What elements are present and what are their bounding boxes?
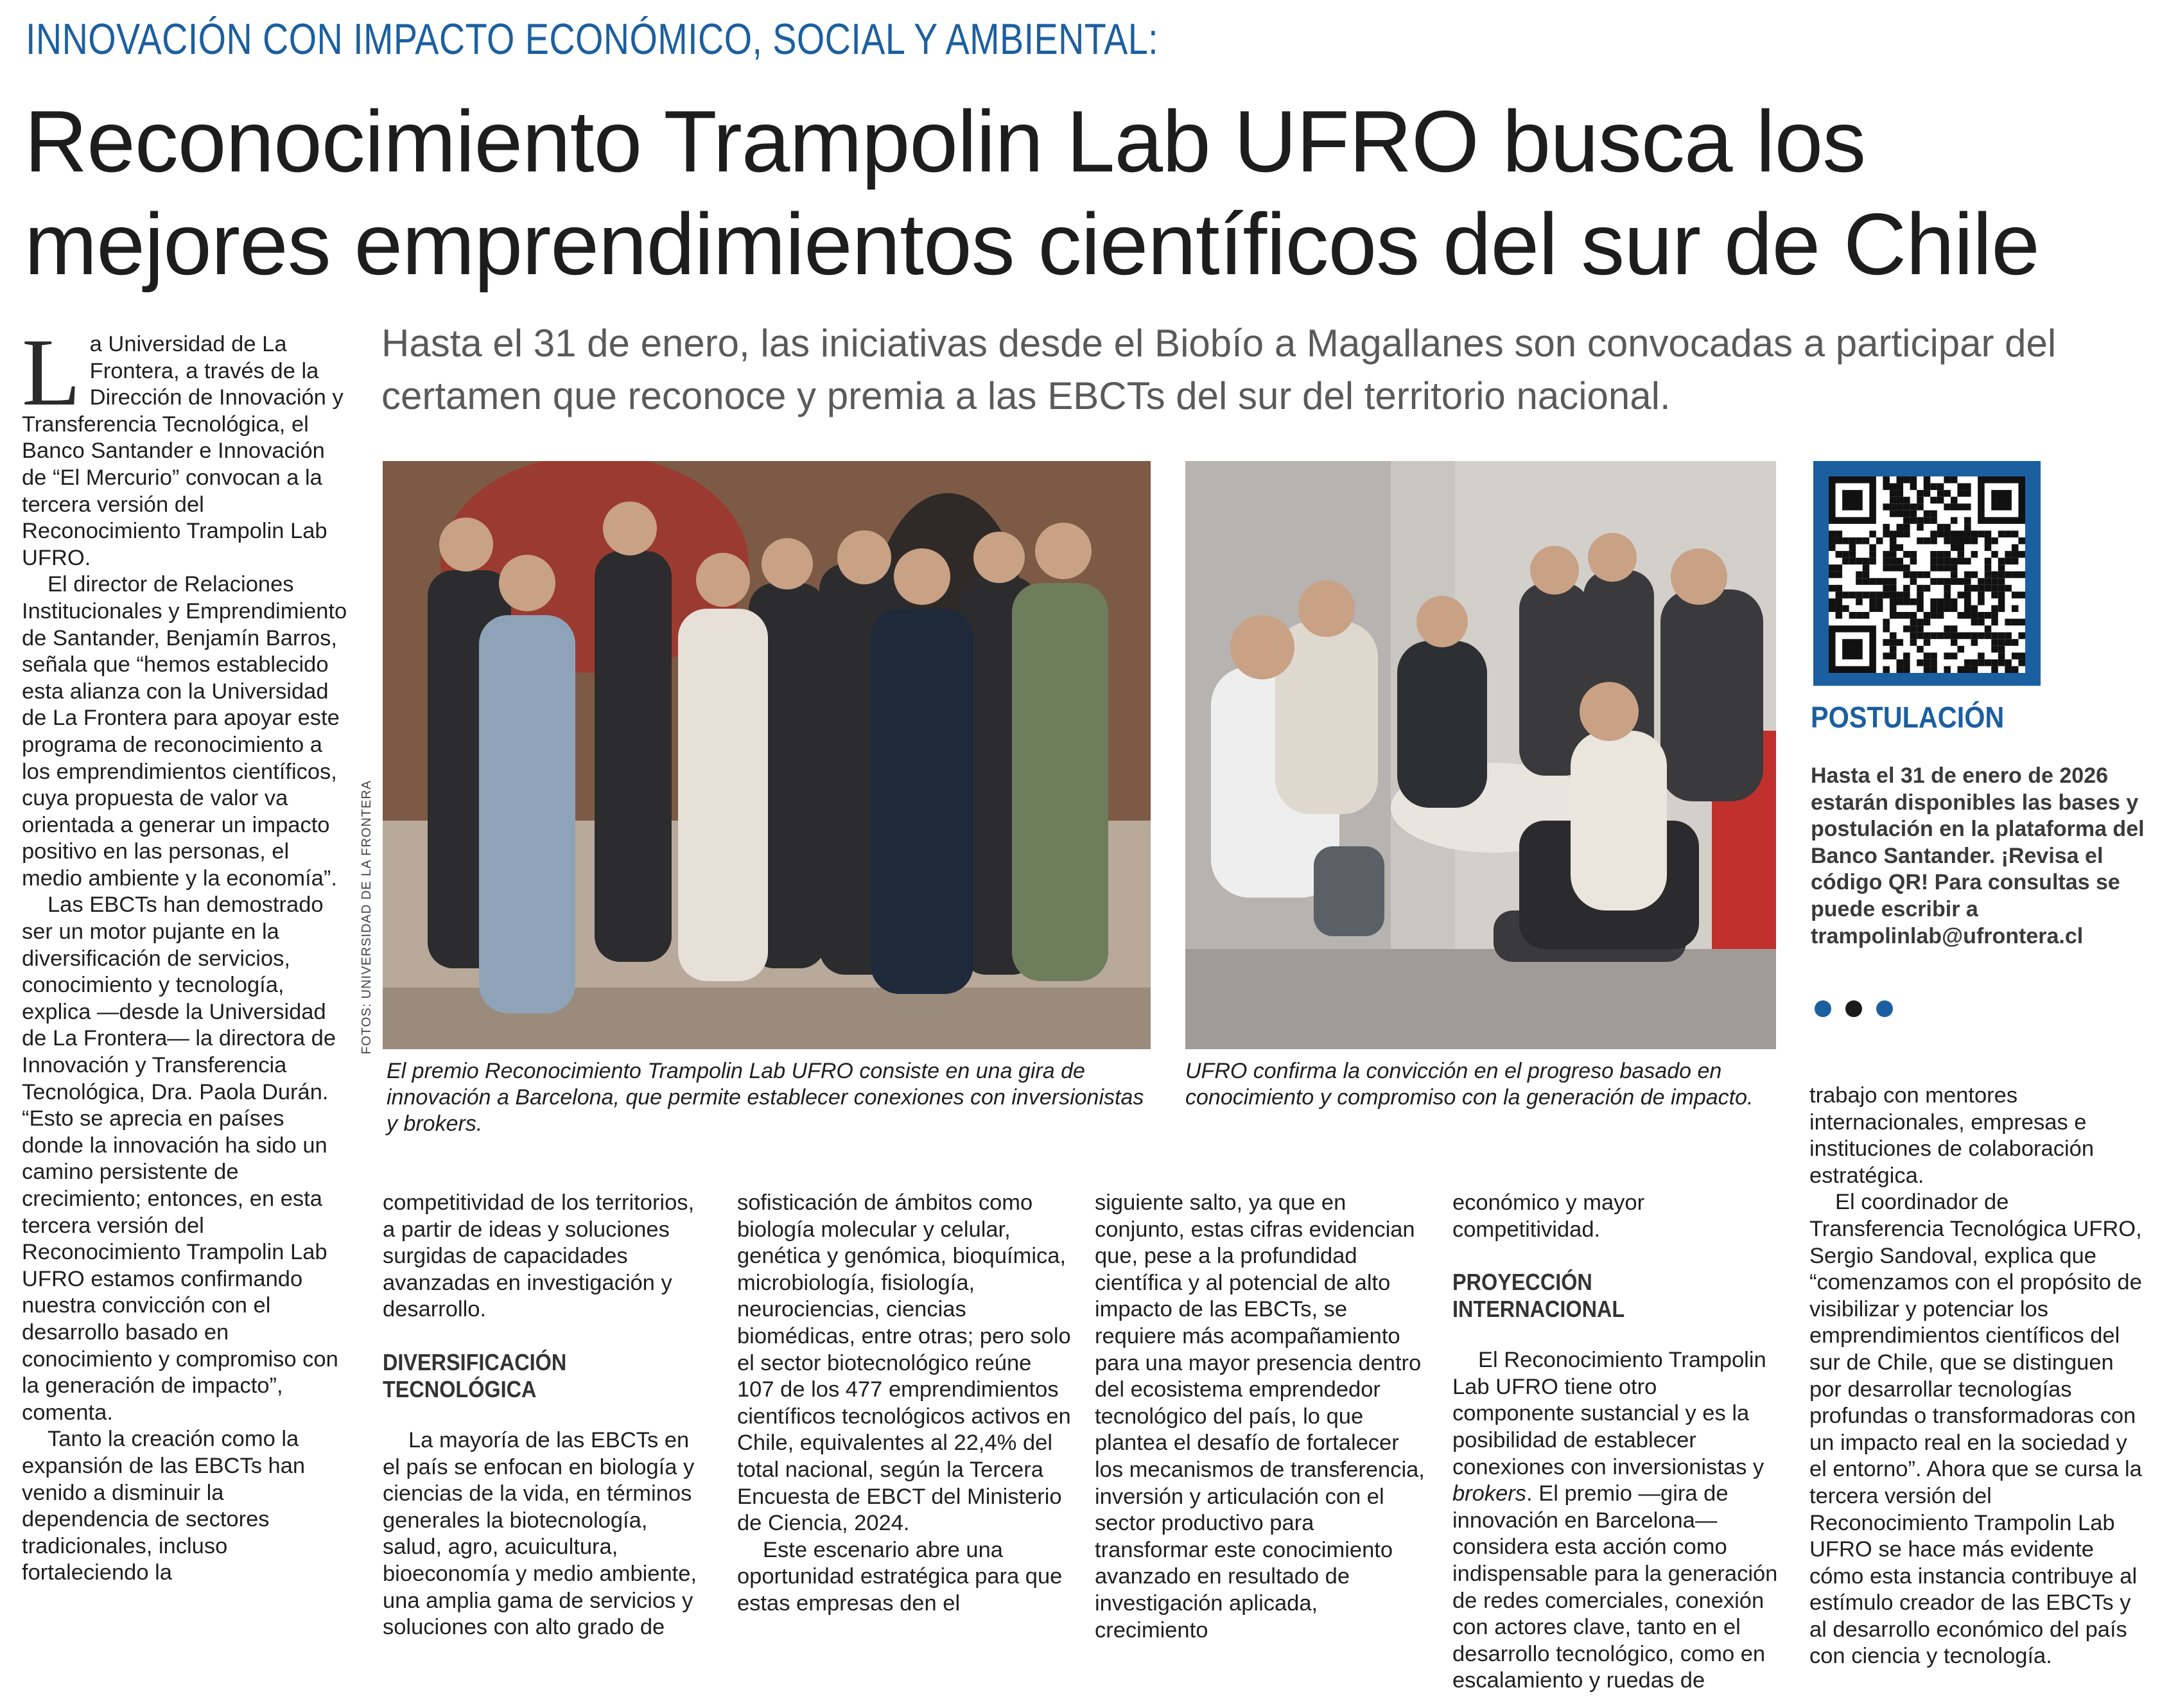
article-column-4 [1095, 1190, 1429, 1644]
paragraph: Tanto la creación como la expansión de las EBCTs han venido a disminuir la dependencia de sectores tradicionales, incluso fortaleciendo la [22, 1427, 306, 1585]
paragraph: El coordinador de Transferencia Tecnológica UFRO, Sergio Sandoval, explica que “comenzamos con el propósito de visibilizar y potenciar los emprendimientos científicos del sur de Chile, que se distinguen por desarrollar tecnologías profundas o transformadoras con un impacto real en la sociedad y el entorno”. Ahora que se cursa la tercera versión del Reconocimiento Trampolin Lab UFRO se hace más evidente cómo esta instancia contribuye al estímulo creador de las EBCTs y al desarrollo económico del país con ciencia y tecnología. [1809, 1190, 2142, 1669]
sidebar-title: POSTULACIÓN [1811, 701, 2005, 734]
paragraph: siguiente salto, ya que en conjunto, estas cifras evidencian que, pese a la profundidad científica y al potencial de alto impacto de las EBCTs, se requiere más acompañamiento para una mayor presencia dentro del ecosistema emprendedor tecnológico del país, lo que plantea el desafío de fortalecer los mecanismos de transferencia, inversión y articulación con el sector productivo para transformar este conocimiento avanzado en resultado de investigación aplicada, crecimiento [1095, 1190, 1425, 1643]
paragraph-text: a Universidad de La Frontera, a través de la Dirección de Innovación y Transferencia Tecnológica, el Banco Santander e Innovación de “El Mercurio” convocan a la tercera versión del Reconocimiento Trampolin Lab UFRO. [22, 332, 344, 570]
qr-code[interactable] [1829, 476, 2025, 673]
dot-icon [1876, 1000, 1893, 1017]
meeting-photo-image [1185, 461, 1776, 1049]
deck-subtitle: Hasta el 31 de enero, las iniciativas desde el Biobío a Magallanes son convocadas a participar del certamen que reconoce y premia a las EBCTs del sur del territorio nacional. [381, 322, 2057, 417]
article-column-3 [737, 1190, 1071, 1617]
group-photo [383, 461, 1151, 1049]
paragraph: competitividad de los territorios, a partir de ideas y soluciones surgidas de capacidades avanzadas en investigación y desarrollo. [383, 1190, 695, 1322]
article-column-2 [383, 1190, 702, 1641]
sidebar-text: Hasta el 31 de enero de 2026 estarán disponibles las bases y postulación en la plataforma del Banco Santander. ¡Revisa el código QR! Para consultas se puede escribir a trampolinlab@ufrontera.cl [1811, 763, 2145, 948]
qr-code-icon [1829, 476, 2025, 673]
paragraph: El director de Relaciones Institucionales y Emprendimiento de Santander, Benjamín Barros, señala que “hemos establecido esta alianza con la Universidad de La Frontera para apoyar este programa de reconocimiento a los emprendimientos científicos, cuya propuesta de valor va orientada a generar un impacto positivo en las personas, el medio ambiente y la economía”. [22, 572, 347, 891]
paragraph: La mayoría de las EBCTs en el país se enfocan en biología y ciencias de la vida, en términos generales la biotecnología, salud, agro, acuicultura, bioeconomía y medio ambiente, una amplia gama de servicios y soluciones con alto grado de [383, 1427, 697, 1640]
section-kicker: INNOVACIÓN CON IMPACTO ECONÓMICO, SOCIAL Y AMBIENTAL: [26, 15, 1159, 64]
paragraph: trabajo con mentores internacionales, empresas e instituciones de colaboración estratégica. [1809, 1083, 2095, 1188]
paragraph-text: El Reconocimiento Trampolin Lab UFRO tiene otro componente sustancial y es la posibilidad de establecer conexiones con inversionistas y [1452, 1348, 1766, 1479]
dot-icon [1815, 1000, 1831, 1017]
meeting-photo [1185, 461, 1776, 1049]
paragraph [1452, 1347, 1780, 1695]
dot-icon [1845, 1000, 1862, 1017]
article-column-1 [22, 319, 349, 1587]
subheading: PROYECCIÓN INTERNACIONAL [1452, 1269, 1625, 1323]
group-photo-image [383, 461, 1151, 1049]
paragraph [22, 319, 349, 571]
subheading: DIVERSIFICACIÓN TECNOLÓGICA [383, 1348, 567, 1402]
photo-credit: FOTOS: UNIVERSIDAD DE LA FRONTERA [360, 780, 374, 1054]
drop-cap: L [22, 319, 81, 426]
paragraph: sofisticación de ámbitos como biología molecular y celular, genética y genómica, bioquímica, microbiología, fisiología, neurociencias, ciencias biomédicas, entre otras; pero solo el sector biotecnológico reúne 107 de los 477 emprendimientos científicos tecnológicos activos en Chile, equivalentes al 22,4% del total nacional, según la Tercera Encuesta de EBCT del Ministerio de Ciencia, 2024. [737, 1190, 1071, 1536]
photo2-caption: UFRO confirma la convicción en el progreso basado en conocimiento y compromiso con la generación de impacto. [1185, 1059, 1754, 1110]
paragraph: Este escenario abre una oportunidad estratégica para que estas empresas den el [737, 1537, 1063, 1616]
article-column-6 [1809, 1083, 2143, 1670]
paragraph: económico y mayor competitividad. [1452, 1190, 1645, 1242]
qr-code-frame [1813, 461, 2041, 686]
paragraph-emphasis: brokers [1452, 1481, 1527, 1506]
paragraph-text: . El premio —gira de innovación en Barcelona— considera esta acción como indispensable para la generación de redes comerciales, conexión con actores clave, tanto en el desarrollo tecnológico, como en escalamiento y ruedas de [1452, 1481, 1778, 1693]
photo1-caption: El premio Reconocimiento Trampolin Lab UFRO consiste en una gira de innovación a Barcelona, que permite establecer conexiones con inversionistas y brokers. [387, 1059, 1144, 1136]
decorative-dots [1815, 1000, 1907, 1020]
article-column-5 [1452, 1190, 1780, 1695]
headline: Reconocimiento Trampolin Lab UFRO busca los mejores emprendimientos científicos del sur de Chile [24, 92, 2039, 293]
paragraph: Las EBCTs han demostrado ser un motor pujante en la diversificación de servicios, conocimiento y tecnología, explica —desde la Universidad de La Frontera— la directora de Innovación y Transferencia Tecnológica, Dra. Paola Durán. “Esto se aprecia en países donde la innovación ha sido un camino persistente de crecimiento; entonces, en esta tercera versión del Reconocimiento Trampolin Lab UFRO estamos confirmando nuestra convicción con el desarrollo basado en conocimiento y compromiso con la generación de impacto”, comenta. [22, 893, 338, 1425]
